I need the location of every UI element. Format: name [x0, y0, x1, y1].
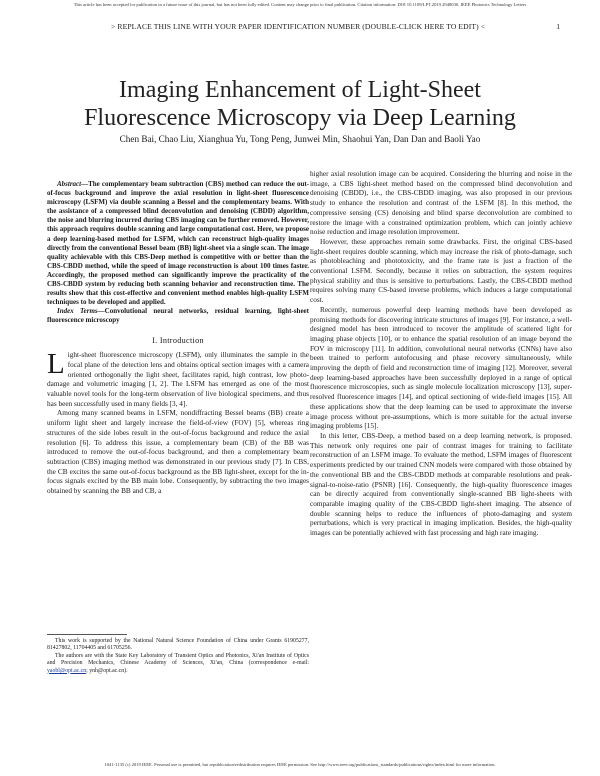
running-header-text: > REPLACE THIS LINE WITH YOUR PAPER IDENTIFICATION NUMBER (DOUBLE-CLICK HERE TO EDIT) <: [111, 22, 486, 31]
funding-footnote: This work is supported by the National Natural Science Foundation of China under Grants 61905277, 81427802, 11704405 and 61705256.: [47, 638, 309, 652]
drop-cap: L: [47, 348, 65, 381]
title-line-2: Fluorescence Microscopy via Deep Learning: [84, 105, 516, 132]
intro-paragraph-2: Among many scanned beams in LSFM, nondiffracting Bessel beams (BB) create a uniform light sheet and largely increase the field-of-view (FOV) [5], whereas ring structures of the side lobes result in the out-of-focus background and reduce the axial resolution [6]. To address this issue, a complementary beam (CB) of the BB was introduced to remove the out-of-focus background, and then a complementary beam subtraction (CBS) imaging method was demonstrated in our previous study [7]. In CBS, the CB excites the same out-of-focus background as the BB light-sheet, except for the in-focus signals excited by the BB main lobe. Consequently, by subtracting the two images obtained by scanning the BB and CB, a: [47, 409, 309, 496]
right-paragraph-1: higher axial resolution image can be acquired. Considering the blurring and noise in the image, a CBS light-sheet method based on the compressed blind deconvolution and denoising (CBDD), i.e., the CBS-CBDD imaging, was also proposed in our previous study to enhance the resolution and contrast of the LSFM [8]. In this method, the compressive sensing (CS) denoising and blind sparse deconvolution are combined to restore the image with a constrained optimization problem, which can jointly achieve noise reduction and image resolution improvement.: [310, 170, 572, 237]
footnote-divider: [47, 634, 127, 635]
intro-p1-text: ight-sheet fluorescence microscopy (LSFM), only illuminates the sample in the focal plane of the detection lens and obtains optical section images with a camera oriented orthogonally the light sheet, facilitates rapid, high contrast, low photo-damage and volumetric imaging [1, 2]. The LSFM has emerged as one of the most valuable novel tools for the long-term observation of live biological specimens, and thus has been successfully used in many fields [3, 4].: [47, 351, 309, 408]
author-list: Chen Bai, Chao Liu, Xianghua Yu, Tong Peng, Junwei Min, Shaohui Yan, Dan Dan and Baoli Yao: [119, 134, 481, 144]
page-number: 1: [556, 22, 560, 31]
footnotes: [47, 638, 309, 675]
right-paragraph-4: In this letter, CBS-Deep, a method based on a deep learning network, is proposed. This network only requires one pair of contrast images for training to facilitate reconstruction of an LSFM image. To evaluate the method, LSFM images of fluorescent experiments predicted by our trained CNN models were compared with those obtained by the conventional BB and the CBS-CBDD methods at comparable resolutions and peak-signal-to-noise-ratio (PSNR) [16]. Consequently, the high-quality fluorescence images can be directly acquired from conventionally single-scanned BB light-sheets with comparable imaging quality of the CBS-CBDD light-sheet imaging. The absence of double scanning helps to reduce the influences of photo-damaging and system perturbations, which is very practical in imaging implication. Besides, the high-quality images can be potentially achieved with fast processing and high rate imaging.: [310, 431, 572, 538]
intro-paragraph-1: [47, 348, 309, 409]
index-terms-body: —Convolutional neural networks, residual learning, light-sheet fluorescence microscopy: [47, 307, 309, 325]
right-column: [310, 170, 572, 539]
affiliation-text: The authors are with the State Key Laboratory of Transient Optics and Photonics, Xi'an Institute of Optics and Precision Mechanics, Chinese Academy of Sciences, Xi'an, China (correspondence e-mail:: [47, 652, 309, 667]
publication-notice: This article has been accepted for publication in a future issue of this journal, but has not been fully edited. Content may change prior to final publication. Citation information: DOI 10.1109/LPT.2019.2948030, IEEE Photonics Technology Letters: [73, 2, 527, 7]
abstract-lead: Abstract: [57, 180, 82, 188]
abstract: [47, 180, 309, 307]
copyright-notice: 1041-1135 (c) 2019 IEEE. Personal use is permitted, but republication/redistribution requires IEEE permission. See http://www.ieee.org/publications_standards/publications/rights/index.html for more information.: [104, 762, 496, 767]
email-link[interactable]: yaobl@opt.ac.cn: [47, 667, 87, 674]
title-line-1: Imaging Enhancement of Light-Sheet: [119, 77, 481, 104]
right-paragraph-2: However, these approaches remain some drawbacks. First, the original CBS-based light-sheet requires double scanning, which may increase the risk of photo-damage, such as photobleaching and phototoxicity, and the frame rate is just a fraction of the conventional LSFM. Secondly, because it relies on subtraction, the system requires physical stability and thus is sensitive to perturbations. Lastly, the CBS-CBDD method requires solving many CS-based inverse problems, which induces a large computational cost.: [310, 237, 572, 305]
index-terms: [47, 307, 309, 325]
index-terms-lead: Index Terms: [57, 307, 98, 316]
affiliation-footnote: [47, 653, 309, 675]
paper-title: [60, 76, 540, 132]
right-paragraph-3: Recently, numerous powerful deep learning methods have been developed as promising methods for discovering intricate structures of images [9]. For instance, a well-designed model has been introduced to recover the amplitude of scattered light for imaging phase objects [10], or to enhance the spatial resolution of an image beyond the FOV in microscopy [11]. In addition, convolutional neural networks (CNNs) have also been trained to perform autofocusing and phase recovery simultaneously, while improving the depth of field and reconstruction time of imaging [12]. Moreover, several deep learning-based approaches have been successfully deployed in a range of optical fluorescence microscopies, such as single molecule localization microscopy [13], super-resolved fluorescence images [14], and optical sectioning of wide-field images [15]. All these applications show that the deep learning can be used to approximate the inverse image process without pre-assumptions, which is more suitable for the actual inverse imaging problems [15].: [310, 305, 572, 431]
affiliation-tail: ; ynh@opt.ac.cn).: [86, 667, 128, 674]
abstract-body: —The complementary beam subtraction (CBS) method can reduce the out-of-focus background and improve the axial resolution in light-sheet fluorescence microscopy (LSFM) via double scanning a Bessel and the complementary beams. With the assistance of a compressed blind deconvolution and denoising (CBDD) algorithm, the noise and blurring incurred during CBS imaging can be further removed. However, this approach requires double scanning and large computational cost. Here, we propose a deep learning-based method for LSFM, which can reconstruct high-quality images directly from the conventional Bessel beam (BB) light-sheet via a single scan. The image quality achievable with this CBS-Deep method is competitive with or better than the CBS-CBDD method, while the speed of image reconstruction is about 100 times faster. Accordingly, the proposed method can significantly improve the practicality of the CBS-CBDD system by reducing both scanning behavior and reconstruction time. The results show that this cost-effective and convenient method enables high-quality LSFM techniques to be developed and applied.: [47, 180, 309, 307]
running-header: [40, 22, 560, 31]
section-heading: I. Introduction: [152, 335, 204, 345]
left-column: [47, 180, 309, 497]
